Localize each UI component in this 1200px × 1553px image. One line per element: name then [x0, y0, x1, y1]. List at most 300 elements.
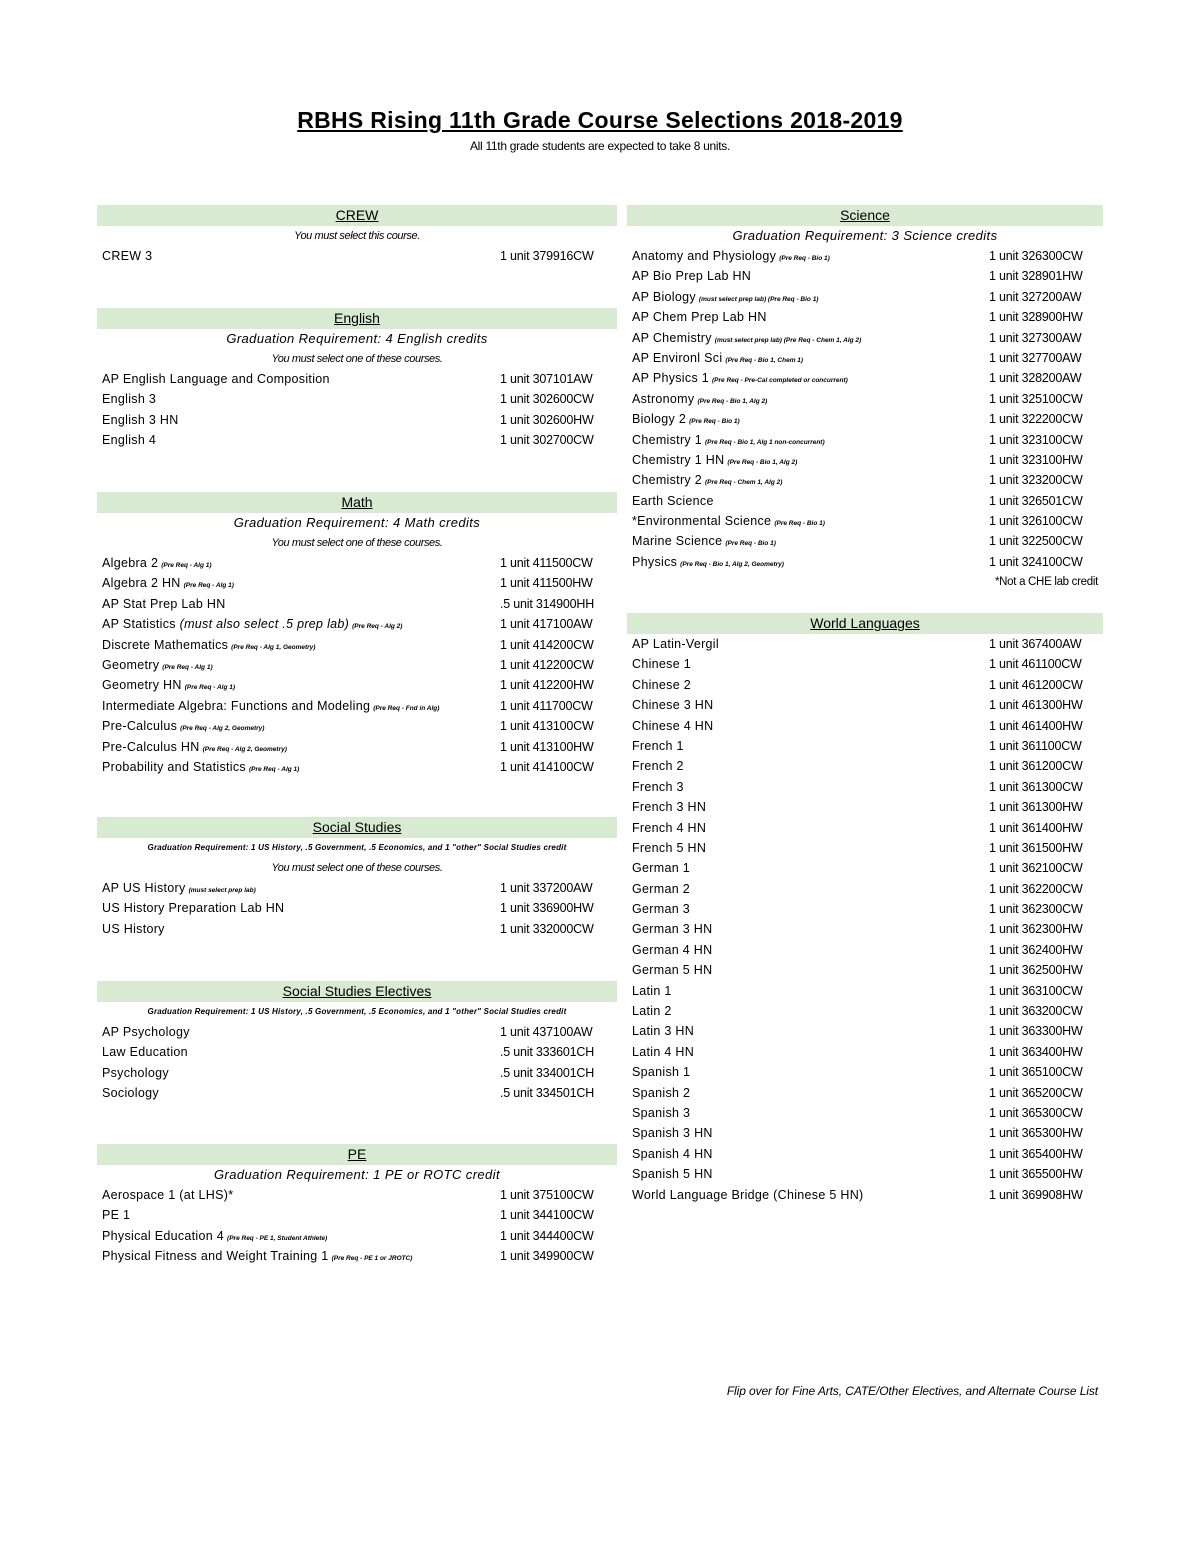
course-name — [632, 1123, 713, 1143]
course-row — [627, 940, 1103, 960]
course-row — [627, 1144, 1103, 1164]
course-name — [632, 1144, 713, 1164]
course-row — [627, 695, 1103, 715]
math-header: Math — [97, 492, 617, 513]
course-row — [97, 573, 617, 593]
science-section — [627, 205, 1103, 593]
course-credit: 1 unit 363400HW — [989, 1044, 1083, 1059]
course-row — [627, 981, 1103, 1001]
crew-header: CREW — [97, 205, 617, 226]
course-credit: 1 unit 362400HW — [989, 942, 1083, 957]
course-prerequisite: (Pre Req - Alg 2, Geometry) — [202, 745, 287, 753]
course-title: AP Physics 1 — [632, 371, 710, 386]
social-studies-note: You must select one of these courses. — [271, 862, 443, 874]
course-name — [102, 369, 330, 389]
course-row — [627, 430, 1103, 450]
course-row — [97, 1185, 617, 1205]
course-name — [632, 675, 691, 695]
course-credit: 1 unit 336900HW — [500, 901, 594, 916]
course-row — [627, 818, 1103, 838]
course-title: AP Psychology — [102, 1025, 190, 1039]
course-row — [97, 594, 617, 614]
course-title: German 3 — [632, 902, 690, 917]
course-title: French 3 HN — [632, 800, 707, 815]
course-name — [102, 1205, 130, 1225]
course-title: Spanish 3 — [632, 1105, 691, 1120]
course-name — [632, 981, 672, 1001]
course-row — [627, 307, 1103, 327]
course-credit: 1 unit 349900CW — [500, 1249, 594, 1264]
course-credit: 1 unit 302600HW — [500, 412, 594, 427]
course-row — [97, 898, 617, 918]
course-name — [632, 960, 712, 980]
course-row — [97, 430, 617, 450]
course-title: German 4 HN — [632, 942, 713, 957]
course-title: Physics — [632, 554, 678, 569]
social-studies-requirement: Graduation Requirement: 1 US History, .5 Government, .5 Economics, and 1 "other" Social Studies credit — [147, 843, 567, 852]
course-name — [632, 654, 691, 674]
course-title: Latin 4 HN — [632, 1044, 695, 1059]
course-name — [632, 1001, 672, 1021]
course-title: AP US History — [102, 881, 186, 895]
course-prerequisite: (must select prep lab) — [188, 887, 256, 894]
course-credit: 1 unit 328900HW — [989, 310, 1083, 325]
course-title: Chinese 4 HN — [632, 718, 714, 733]
course-title: German 2 — [632, 881, 690, 896]
course-credit: 1 unit 323100CW — [989, 432, 1083, 447]
course-row — [627, 838, 1103, 858]
course-row — [97, 389, 617, 409]
course-title: US History — [102, 921, 165, 936]
course-title: Spanish 1 — [632, 1065, 691, 1080]
course-credit: 1 unit 302700CW — [500, 433, 594, 448]
course-title: Chemistry 1 HN — [632, 452, 725, 467]
course-prerequisite: (Pre Req - Bio 1) — [779, 255, 830, 262]
course-row — [627, 879, 1103, 899]
course-title: Chinese 2 — [632, 677, 691, 692]
course-title: Probability and Statistics — [102, 759, 246, 774]
course-title: AP Chemistry — [632, 330, 712, 345]
course-credit: 1 unit 361100CW — [989, 738, 1082, 753]
course-row — [627, 1083, 1103, 1103]
course-credit: 1 unit 367400AW — [989, 637, 1082, 651]
course-row — [97, 737, 617, 757]
course-row — [627, 246, 1103, 266]
course-title: Anatomy and Physiology — [632, 249, 777, 263]
course-credit: 1 unit 344400CW — [500, 1228, 594, 1243]
course-name — [102, 757, 299, 780]
course-title: Pre-Calculus HN — [102, 739, 200, 754]
course-row — [97, 655, 617, 675]
course-credit: 1 unit 325100CW — [989, 391, 1083, 406]
course-row — [97, 369, 617, 389]
course-title: French 1 — [632, 738, 684, 753]
course-credit: 1 unit 461400HW — [989, 718, 1083, 733]
course-row — [627, 389, 1103, 409]
course-credit: 1 unit 414100CW — [500, 759, 594, 774]
course-name — [632, 797, 706, 817]
pe-section — [97, 1144, 617, 1267]
course-row — [627, 1185, 1103, 1205]
course-row — [627, 1123, 1103, 1143]
course-name — [632, 307, 767, 327]
course-credit: 1 unit 362100CW — [989, 861, 1083, 876]
course-credit: 1 unit 412200HW — [500, 678, 594, 693]
course-title: Spanish 2 — [632, 1085, 691, 1100]
course-row — [627, 675, 1103, 695]
course-row — [97, 1246, 617, 1266]
course-row — [627, 348, 1103, 368]
course-prerequisite: (Pre Req - Bio 1, Alg 2) — [697, 397, 768, 405]
course-title: Sociology — [102, 1086, 159, 1101]
course-credit: 1 unit 362300HW — [989, 922, 1083, 937]
crew-note: You must select this course. — [294, 230, 420, 242]
course-row — [627, 266, 1103, 286]
course-prerequisite: (Pre Req - Chem 1, Alg 2) — [704, 479, 783, 487]
course-name — [102, 1022, 190, 1042]
course-name — [102, 246, 152, 266]
course-prerequisite: (must select prep lab) (Pre Req - Chem 1, Alg 2) — [714, 336, 862, 344]
course-name — [102, 919, 165, 939]
course-credit: 1 unit 361500HW — [989, 840, 1083, 855]
course-title: Physical Education 4 — [102, 1228, 225, 1243]
course-credit: 1 unit 461200CW — [989, 677, 1083, 692]
course-credit: 1 unit 365500HW — [989, 1167, 1083, 1182]
course-credit: 1 unit 437100AW — [500, 1025, 593, 1039]
course-credit: 1 unit 326100CW — [989, 514, 1083, 529]
course-title: AP Latin-Vergil — [632, 637, 719, 651]
course-name — [632, 919, 712, 939]
course-name — [632, 1083, 690, 1103]
course-credit: 1 unit 307101AW — [500, 372, 593, 386]
course-row — [627, 531, 1103, 551]
course-title: German 5 HN — [632, 963, 713, 978]
course-credit: 1 unit 417100AW — [500, 617, 593, 632]
course-name — [102, 1042, 188, 1062]
course-italic-note: (must also select .5 prep lab) — [179, 617, 350, 632]
course-credit: 1 unit 362200CW — [989, 881, 1083, 896]
course-name — [102, 594, 226, 614]
course-name — [632, 491, 714, 511]
course-title: French 5 HN — [632, 840, 707, 855]
course-credit: 1 unit 361400HW — [989, 820, 1083, 835]
course-title: French 4 HN — [632, 820, 707, 835]
course-row — [627, 450, 1103, 470]
flip-over-note: Flip over for Fine Arts, CATE/Other Electives, and Alternate Course List — [726, 1384, 1098, 1398]
course-title: World Language Bridge (Chinese 5 HN) — [632, 1187, 864, 1202]
course-title: Pre-Calculus — [102, 719, 178, 734]
course-row — [97, 1205, 617, 1225]
english-header: English — [97, 308, 617, 329]
course-prerequisite: (Pre Req - Alg 1) — [248, 765, 300, 773]
course-prerequisite: (must select prep lab) (Pre Req - Bio 1) — [698, 295, 819, 303]
course-row — [97, 716, 617, 736]
course-row — [97, 1226, 617, 1246]
course-title: Discrete Mathematics — [102, 637, 229, 652]
social-studies-header: Social Studies — [97, 817, 617, 838]
course-credit: 1 unit 361300CW — [989, 779, 1083, 794]
pe-course-list — [97, 1185, 617, 1267]
course-prerequisite: (Pre Req - Bio 1, Chem 1) — [725, 356, 804, 364]
course-name — [102, 410, 179, 430]
english-course-list — [97, 369, 617, 451]
course-credit: 1 unit 363200CW — [989, 1004, 1083, 1019]
course-row — [627, 736, 1103, 756]
course-title: English 3 HN — [102, 412, 179, 427]
course-credit: 1 unit 363100CW — [989, 983, 1083, 998]
course-name — [102, 430, 156, 450]
social-studies-section — [97, 817, 617, 939]
course-name — [632, 838, 706, 858]
world-languages-header: World Languages — [627, 613, 1103, 634]
course-name — [632, 1185, 864, 1205]
course-prerequisite: (Pre Req - PE 1, Student Athlete) — [227, 1234, 328, 1242]
course-title: Aerospace 1 (at LHS)* — [102, 1188, 234, 1202]
course-title: AP Chem Prep Lab HN — [632, 310, 767, 325]
course-title: English 4 — [102, 433, 157, 448]
course-title: Spanish 3 HN — [632, 1126, 713, 1141]
course-row — [97, 1083, 617, 1103]
course-prerequisite: (Pre Req - Bio 1) — [774, 520, 825, 528]
course-row — [627, 756, 1103, 776]
course-credit: 1 unit 461300HW — [989, 698, 1083, 713]
english-requirement: Graduation Requirement: 4 English credits — [226, 331, 488, 346]
course-credit: 1 unit 326501CW — [989, 493, 1083, 508]
course-prerequisite: (Pre Req - Bio 1) — [689, 418, 740, 426]
course-title: Geometry — [102, 657, 160, 672]
course-row — [627, 470, 1103, 490]
course-credit: 1 unit 362500HW — [989, 963, 1083, 978]
course-row — [627, 1164, 1103, 1184]
course-prerequisite: (Pre Req - Alg 1, Geometry) — [231, 643, 316, 651]
science-requirement: Graduation Requirement: 3 Science credits — [732, 228, 998, 243]
course-credit: 1 unit 327300AW — [989, 330, 1082, 345]
course-prerequisite: (Pre Req - Alg 1) — [161, 562, 212, 569]
course-prerequisite: (Pre Req - Bio 1, Alg 2) — [727, 458, 798, 466]
course-credit: 1 unit 324100CW — [989, 554, 1083, 569]
course-title: Chemistry 1 — [632, 432, 702, 447]
crew-section — [97, 205, 617, 266]
course-credit: 1 unit 361200CW — [989, 759, 1083, 774]
course-prerequisite: (Pre Req - Alg 2, Geometry) — [180, 725, 265, 733]
course-row — [627, 491, 1103, 511]
world-languages-section — [627, 613, 1103, 1205]
course-row — [627, 409, 1103, 429]
crew-course-list — [97, 246, 617, 266]
course-row — [627, 1103, 1103, 1123]
course-title: PE 1 — [102, 1208, 131, 1223]
course-row — [627, 511, 1103, 531]
course-credit: 1 unit 365100CW — [989, 1065, 1083, 1080]
course-title: AP English Language and Composition — [102, 372, 330, 386]
course-name — [632, 899, 690, 919]
course-credit: 1 unit 344100CW — [500, 1208, 594, 1223]
course-credit: 1 unit 365200CW — [989, 1085, 1083, 1100]
course-title: Chemistry 2 — [632, 473, 702, 488]
course-prerequisite: (Pre Req - Alg 1) — [183, 582, 234, 590]
science-course-list — [627, 246, 1103, 572]
ss-electives-header: Social Studies Electives — [97, 981, 617, 1002]
course-name — [632, 1021, 694, 1041]
course-name — [632, 736, 684, 756]
course-row — [97, 553, 617, 573]
course-row — [627, 1042, 1103, 1062]
course-credit: 1 unit 413100HW — [500, 739, 594, 754]
course-title: Latin 2 — [632, 1004, 672, 1019]
course-credit: 1 unit 322200CW — [989, 412, 1083, 427]
english-note: You must select one of these courses. — [271, 353, 443, 365]
course-title: Chinese 3 HN — [632, 698, 714, 713]
course-title: Biology 2 — [632, 412, 687, 427]
course-row — [627, 858, 1103, 878]
course-row — [627, 287, 1103, 307]
social-studies-course-list — [97, 878, 617, 939]
course-name — [632, 634, 719, 654]
course-row — [627, 777, 1103, 797]
math-note: You must select one of these courses. — [271, 537, 443, 549]
course-title: Astronomy — [632, 391, 695, 406]
course-name — [632, 266, 751, 286]
course-row — [627, 1001, 1103, 1021]
course-credit: 1 unit 379916CW — [500, 249, 594, 263]
course-prerequisite: (Pre Req - Bio 1, Alg 2, Geometry) — [680, 560, 784, 568]
course-credit: .5 unit 334501CH — [500, 1086, 595, 1101]
course-prerequisite: (Pre Req - Alg 1) — [162, 663, 213, 671]
course-title: AP Statistics — [102, 617, 176, 632]
course-credit: 1 unit 361300HW — [989, 800, 1083, 815]
course-name — [102, 1083, 159, 1103]
course-name — [102, 389, 156, 409]
course-row — [97, 1022, 617, 1042]
math-requirement: Graduation Requirement: 4 Math credits — [233, 515, 481, 530]
pe-requirement: Graduation Requirement: 1 PE or ROTC credit — [214, 1167, 500, 1182]
ss-electives-course-list — [97, 1022, 617, 1104]
course-name — [102, 1185, 233, 1205]
course-credit: 1 unit 365300HW — [989, 1126, 1083, 1141]
course-credit: 1 unit 411700CW — [500, 698, 593, 713]
course-row — [627, 716, 1103, 736]
course-name — [632, 940, 712, 960]
course-title: French 3 — [632, 779, 684, 794]
course-name — [102, 1063, 169, 1083]
course-title: German 3 HN — [632, 922, 713, 937]
course-name — [632, 756, 684, 776]
course-title: Chinese 1 — [632, 657, 691, 672]
course-credit: 1 unit 327200AW — [989, 289, 1082, 304]
course-row — [627, 552, 1103, 572]
course-credit: 1 unit 326300CW — [989, 249, 1083, 263]
course-credit: 1 unit 411500HW — [500, 576, 593, 591]
course-credit: 1 unit 365300CW — [989, 1105, 1083, 1120]
english-section — [97, 308, 617, 451]
course-name — [632, 1103, 690, 1123]
course-row — [627, 919, 1103, 939]
course-credit: .5 unit 314900HH — [500, 596, 595, 611]
course-row — [627, 1062, 1103, 1082]
course-title: US History Preparation Lab HN — [102, 901, 285, 916]
pe-header: PE — [97, 1144, 617, 1165]
course-title: English 3 — [102, 392, 157, 407]
course-title: Psychology — [102, 1065, 169, 1080]
course-title: French 2 — [632, 759, 684, 774]
course-prerequisite: (Pre Req - Bio 1) — [725, 540, 776, 548]
course-title: Earth Science — [632, 493, 714, 508]
course-credit: 1 unit 328901HW — [989, 269, 1083, 284]
course-credit: 1 unit 414200CW — [500, 637, 594, 652]
course-row — [97, 878, 617, 898]
course-title: AP Stat Prep Lab HN — [102, 596, 226, 611]
course-title: Geometry HN — [102, 678, 182, 693]
course-row — [627, 328, 1103, 348]
course-title: Law Education — [102, 1045, 188, 1060]
page-title: RBHS Rising 11th Grade Course Selections 2018-2019 — [297, 107, 903, 133]
course-credit: 1 unit 322500CW — [989, 534, 1083, 549]
course-prerequisite: (Pre Req - Alg 1) — [184, 684, 236, 692]
course-name — [632, 1164, 713, 1184]
course-prerequisite: (Pre Req - Alg 2) — [352, 623, 403, 631]
course-title: AP Environl Sci — [632, 350, 723, 365]
course-row — [97, 614, 617, 634]
course-credit: 1 unit 461100CW — [989, 657, 1082, 672]
course-title: Algebra 2 HN — [102, 576, 181, 591]
science-footnote: *Not a CHE lab credit — [995, 576, 1098, 589]
course-name — [632, 858, 690, 878]
course-row — [627, 1021, 1103, 1041]
course-title: AP Bio Prep Lab HN — [632, 269, 752, 284]
course-name — [632, 716, 713, 736]
course-row — [97, 919, 617, 939]
course-credit: 1 unit 328200AW — [989, 371, 1082, 386]
course-credit: 1 unit 327700AW — [989, 350, 1082, 365]
course-credit: .5 unit 334001CH — [500, 1065, 595, 1080]
course-prerequisite: (Pre Req - Fnd in Alg) — [373, 704, 440, 712]
course-row — [97, 757, 617, 777]
course-prerequisite: (Pre Req - Pre-Cal completed or concurrent) — [712, 377, 848, 385]
course-name — [102, 898, 284, 918]
course-title: Spanish 4 HN — [632, 1146, 713, 1161]
course-title: German 1 — [632, 861, 690, 876]
course-credit: 1 unit 323200CW — [989, 473, 1083, 488]
course-name — [632, 552, 784, 575]
math-course-list — [97, 553, 617, 777]
course-credit: 1 unit 413100CW — [500, 719, 594, 734]
page-subtitle: All 11th grade students are expected to take 8 units. — [469, 139, 731, 153]
course-row — [97, 246, 617, 266]
course-row — [97, 635, 617, 655]
course-title: Spanish 5 HN — [632, 1167, 713, 1182]
ss-electives-section — [97, 981, 617, 1104]
ss-electives-requirement: Graduation Requirement: 1 US History, .5 Government, .5 Economics, and 1 "other" Social Studies credit — [147, 1007, 567, 1016]
course-credit: 1 unit 332000CW — [500, 921, 594, 936]
course-name — [632, 777, 684, 797]
math-section — [97, 492, 617, 777]
course-row — [627, 960, 1103, 980]
course-title: Algebra 2 — [102, 556, 159, 570]
course-credit: 1 unit 375100CW — [500, 1188, 594, 1202]
course-name — [632, 1042, 694, 1062]
course-credit: 1 unit 363300HW — [989, 1024, 1083, 1039]
science-header: Science — [627, 205, 1103, 226]
course-prerequisite: (Pre Req - PE 1 or JROTC) — [331, 1255, 413, 1263]
course-row — [627, 634, 1103, 654]
course-row — [97, 675, 617, 695]
course-credit: 1 unit 365400HW — [989, 1146, 1083, 1161]
course-title: Intermediate Algebra: Functions and Modeling — [102, 698, 371, 713]
course-row — [97, 410, 617, 430]
course-title: Latin 1 — [632, 983, 672, 998]
course-name — [632, 1062, 690, 1082]
course-name — [632, 879, 690, 899]
